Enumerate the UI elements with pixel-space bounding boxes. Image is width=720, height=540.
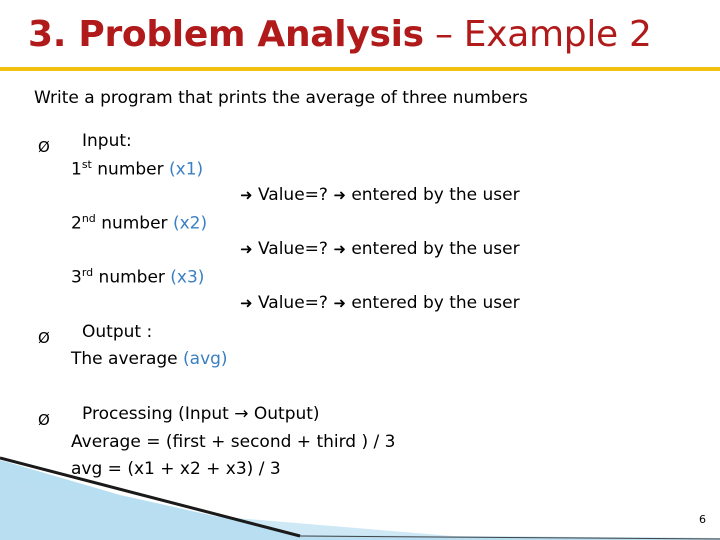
arrow-icon: ➜ bbox=[240, 186, 253, 204]
processing-bullet: Ø bbox=[38, 411, 50, 429]
input-note-1: ➜ Value=? ➜ entered by the user bbox=[240, 185, 520, 205]
arrow-icon: ➜ bbox=[333, 240, 346, 258]
slide-title bbox=[28, 14, 652, 55]
input-label: Input: bbox=[82, 131, 132, 151]
intro-text: Write a program that prints the average of three numbers bbox=[34, 88, 528, 108]
arrow-icon: ➜ bbox=[240, 240, 253, 258]
input-bullet: Ø bbox=[38, 138, 50, 156]
output-bullet: Ø bbox=[38, 329, 50, 347]
input-item-3: 3rd number (x3) bbox=[71, 266, 205, 288]
output-label: Output : bbox=[82, 322, 153, 342]
output-text: The average (avg) bbox=[71, 349, 228, 369]
processing-label: Processing (Input → Output) bbox=[82, 404, 320, 424]
input-item-2: 2nd number (x2) bbox=[71, 212, 208, 234]
input-item-1: 1st number (x1) bbox=[71, 158, 204, 180]
title-number: 3. Problem Analysis bbox=[28, 14, 424, 55]
processing-line-2: avg = (x1 + x2 + x3) / 3 bbox=[71, 459, 281, 479]
processing-line-1: Average = (first + second + third ) / 3 bbox=[71, 432, 396, 452]
arrow-icon: ➜ bbox=[333, 186, 346, 204]
input-note-2: ➜ Value=? ➜ entered by the user bbox=[240, 239, 520, 259]
arrow-icon: ➜ bbox=[240, 294, 253, 312]
page-number: 6 bbox=[699, 513, 706, 526]
input-note-3: ➜ Value=? ➜ entered by the user bbox=[240, 293, 520, 313]
decorative-swoosh bbox=[0, 440, 720, 540]
arrow-icon: ➜ bbox=[333, 294, 346, 312]
title-rest: – Example 2 bbox=[423, 14, 652, 55]
title-underline bbox=[0, 67, 720, 71]
